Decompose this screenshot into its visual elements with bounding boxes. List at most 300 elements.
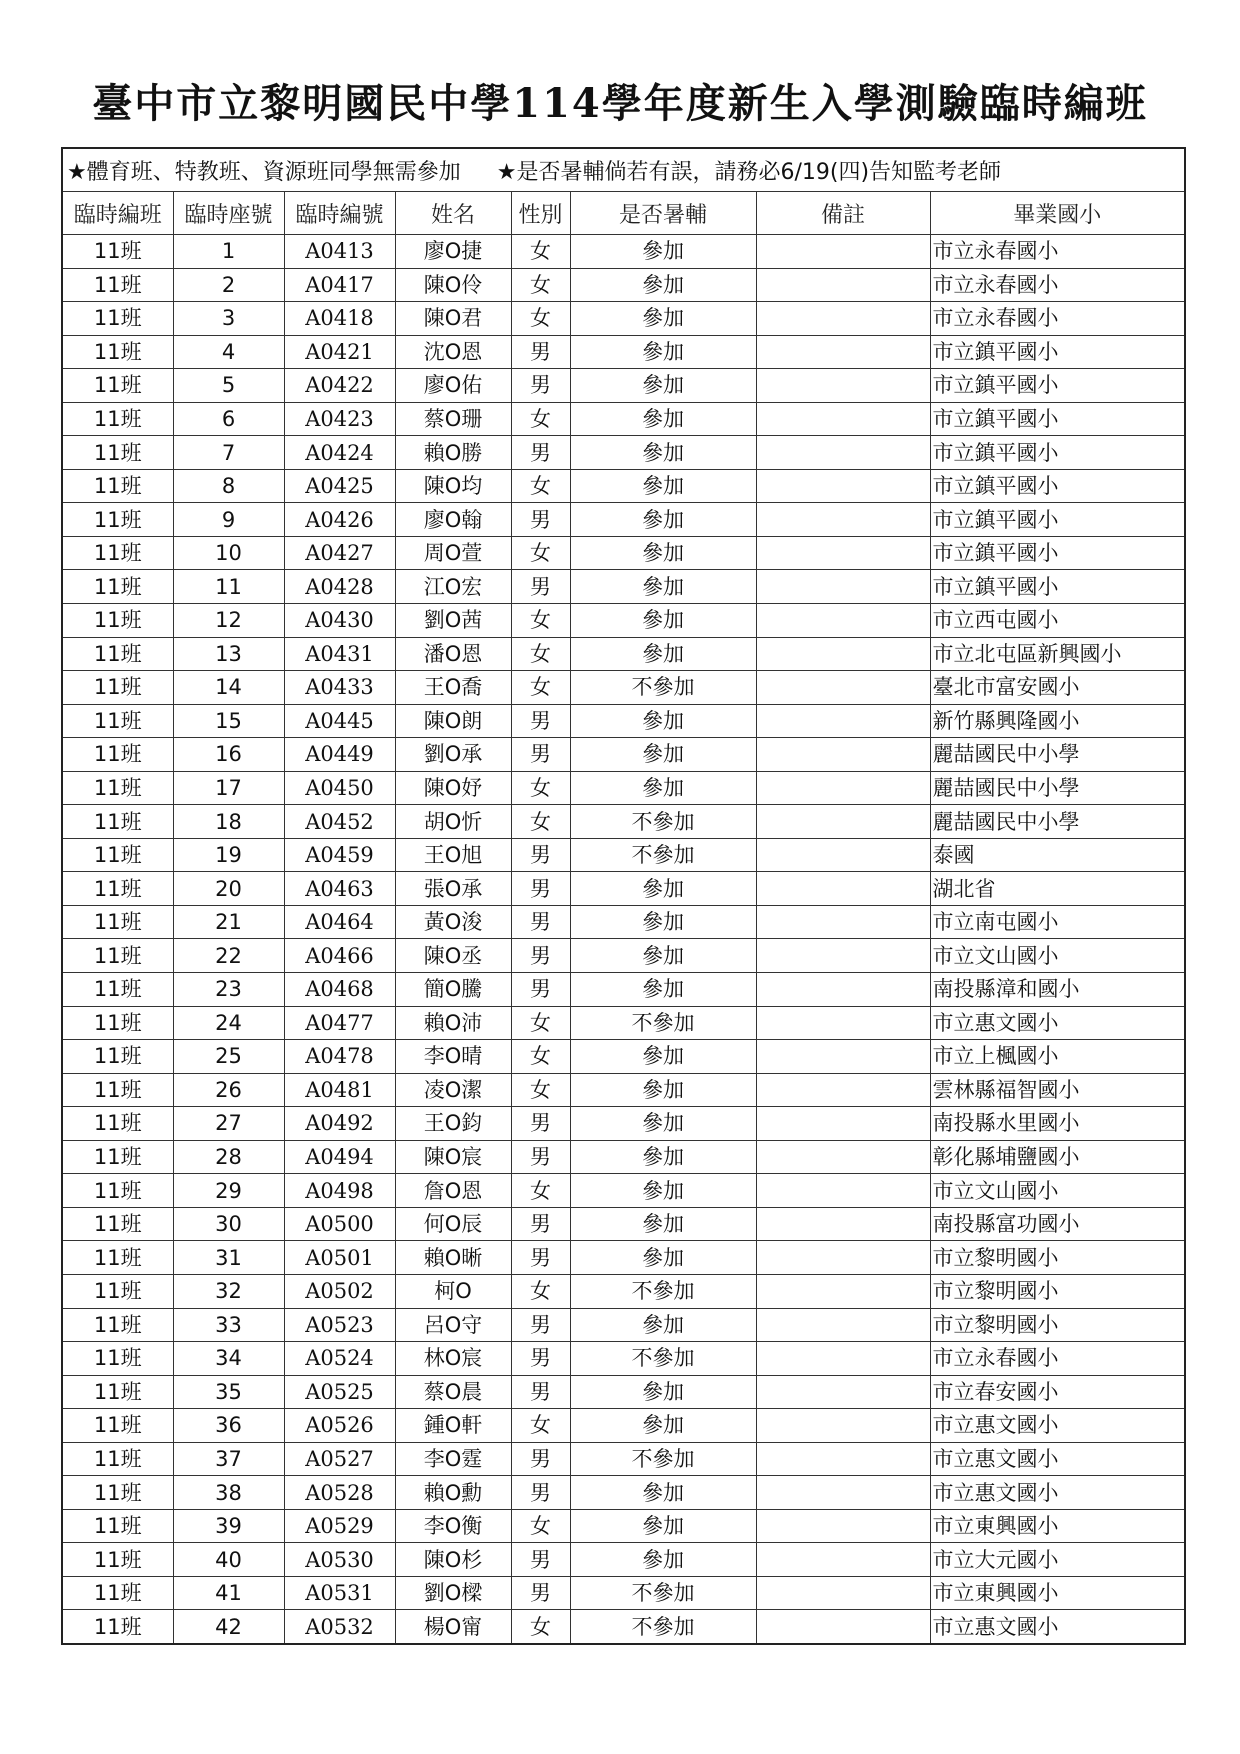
cell-summer: 參加 [570,1375,756,1409]
cell-seat: 20 [173,872,284,906]
cell-notes [756,838,930,872]
cell-code: A0502 [284,1274,395,1308]
cell-gender: 女 [511,402,570,436]
cell-summer: 參加 [570,939,756,973]
cell-seat: 40 [173,1543,284,1577]
cell-summer: 參加 [570,570,756,604]
cell-name: 胡O忻 [395,805,511,839]
cell-summer: 參加 [570,1207,756,1241]
cell-summer: 參加 [570,637,756,671]
cell-school: 市立文山國小 [930,939,1185,973]
cell-name: 陳O宸 [395,1140,511,1174]
class-roster-table [61,147,1186,1645]
cell-class: 11班 [62,939,173,973]
cell-seat: 2 [173,268,284,302]
cell-gender: 男 [511,1241,570,1275]
column-header-code: 臨時編號 [284,192,395,235]
notice-cell [62,148,1185,192]
cell-seat: 41 [173,1576,284,1610]
cell-name: 潘O恩 [395,637,511,671]
cell-class: 11班 [62,436,173,470]
table-row [62,570,1185,604]
cell-summer: 參加 [570,1174,756,1208]
cell-name: 李O霆 [395,1442,511,1476]
cell-code: A0527 [284,1442,395,1476]
cell-notes [756,671,930,705]
table-row [62,838,1185,872]
cell-seat: 25 [173,1040,284,1074]
cell-school: 市立大元國小 [930,1543,1185,1577]
cell-school: 市立惠文國小 [930,1610,1185,1644]
column-header-name: 姓名 [395,192,511,235]
cell-school: 南投縣漳和國小 [930,973,1185,1007]
cell-gender: 女 [511,235,570,269]
cell-name: 廖O捷 [395,235,511,269]
cell-gender: 女 [511,604,570,638]
cell-notes [756,872,930,906]
table-row [62,1073,1185,1107]
cell-seat: 33 [173,1308,284,1342]
cell-school: 市立鎮平國小 [930,402,1185,436]
cell-code: A0449 [284,738,395,772]
cell-gender: 女 [511,771,570,805]
cell-seat: 32 [173,1274,284,1308]
cell-school: 臺北市富安國小 [930,671,1185,705]
cell-school: 市立惠文國小 [930,1442,1185,1476]
cell-summer: 參加 [570,268,756,302]
cell-class: 11班 [62,1543,173,1577]
cell-class: 11班 [62,1140,173,1174]
cell-notes [756,503,930,537]
cell-summer: 不參加 [570,1342,756,1376]
cell-name: 何O辰 [395,1207,511,1241]
cell-code: A0526 [284,1409,395,1443]
cell-name: 沈O恩 [395,335,511,369]
cell-name: 王O旭 [395,838,511,872]
cell-gender: 男 [511,1207,570,1241]
column-header-seat: 臨時座號 [173,192,284,235]
cell-class: 11班 [62,1610,173,1644]
cell-class: 11班 [62,838,173,872]
cell-school: 市立永春國小 [930,302,1185,336]
cell-name: 賴O勝 [395,436,511,470]
cell-notes [756,570,930,604]
cell-notes [756,402,930,436]
cell-seat: 42 [173,1610,284,1644]
cell-class: 11班 [62,1107,173,1141]
cell-gender: 男 [511,436,570,470]
table-row [62,536,1185,570]
cell-notes [756,1342,930,1376]
table-row [62,973,1185,1007]
cell-school: 麗喆國民中小學 [930,738,1185,772]
cell-seat: 37 [173,1442,284,1476]
cell-name: 李O衡 [395,1509,511,1543]
cell-name: 劉O樑 [395,1576,511,1610]
cell-class: 11班 [62,637,173,671]
cell-school: 市立黎明國小 [930,1241,1185,1275]
cell-summer: 不參加 [570,1006,756,1040]
cell-school: 麗喆國民中小學 [930,771,1185,805]
cell-school: 市立春安國小 [930,1375,1185,1409]
cell-class: 11班 [62,771,173,805]
cell-seat: 11 [173,570,284,604]
cell-seat: 26 [173,1073,284,1107]
cell-seat: 16 [173,738,284,772]
cell-school: 市立鎮平國小 [930,469,1185,503]
table-row [62,939,1185,973]
cell-code: A0529 [284,1509,395,1543]
cell-gender: 女 [511,637,570,671]
table-row [62,1610,1185,1644]
table-row [62,235,1185,269]
cell-notes [756,536,930,570]
cell-code: A0417 [284,268,395,302]
cell-gender: 男 [511,905,570,939]
cell-code: A0430 [284,604,395,638]
cell-class: 11班 [62,369,173,403]
table-row [62,637,1185,671]
cell-seat: 8 [173,469,284,503]
cell-name: 廖O佑 [395,369,511,403]
cell-code: A0413 [284,235,395,269]
cell-gender: 男 [511,503,570,537]
cell-class: 11班 [62,872,173,906]
cell-name: 簡O騰 [395,973,511,1007]
page-title: 臺中市立黎明國民中學114學年度新生入學測驗臨時編班 [92,80,1148,127]
cell-gender: 男 [511,872,570,906]
cell-summer: 不參加 [570,805,756,839]
cell-name: 李O晴 [395,1040,511,1074]
cell-school: 市立惠文國小 [930,1476,1185,1510]
cell-summer: 參加 [570,1241,756,1275]
cell-name: 陳O君 [395,302,511,336]
cell-class: 11班 [62,1274,173,1308]
cell-seat: 38 [173,1476,284,1510]
table-row [62,1274,1185,1308]
cell-summer: 參加 [570,905,756,939]
cell-seat: 30 [173,1207,284,1241]
table-row [62,704,1185,738]
cell-summer: 參加 [570,1543,756,1577]
cell-notes [756,1040,930,1074]
cell-code: A0494 [284,1140,395,1174]
cell-summer: 參加 [570,1107,756,1141]
cell-summer: 參加 [570,335,756,369]
cell-notes [756,1409,930,1443]
cell-class: 11班 [62,1375,173,1409]
cell-code: A0524 [284,1342,395,1376]
cell-name: 賴O晰 [395,1241,511,1275]
notice-exemption: ★體育班、特教班、資源班同學無需參加 [67,159,461,185]
table-row [62,604,1185,638]
cell-notes [756,1576,930,1610]
cell-gender: 男 [511,838,570,872]
cell-class: 11班 [62,1174,173,1208]
cell-notes [756,939,930,973]
cell-seat: 14 [173,671,284,705]
cell-gender: 男 [511,1107,570,1141]
cell-school: 市立南屯國小 [930,905,1185,939]
cell-class: 11班 [62,268,173,302]
table-row [62,1576,1185,1610]
cell-school: 市立惠文國小 [930,1006,1185,1040]
cell-name: 賴O沛 [395,1006,511,1040]
cell-class: 11班 [62,503,173,537]
cell-school: 南投縣水里國小 [930,1107,1185,1141]
cell-notes [756,738,930,772]
cell-name: 詹O恩 [395,1174,511,1208]
cell-summer: 參加 [570,1040,756,1074]
table-row [62,1308,1185,1342]
cell-gender: 男 [511,570,570,604]
cell-seat: 18 [173,805,284,839]
cell-gender: 女 [511,1509,570,1543]
table-row [62,268,1185,302]
cell-code: A0531 [284,1576,395,1610]
column-header-row [62,192,1185,235]
cell-gender: 女 [511,671,570,705]
cell-school: 市立鎮平國小 [930,436,1185,470]
cell-notes [756,1107,930,1141]
column-header-school: 畢業國小 [930,192,1185,235]
cell-gender: 男 [511,1308,570,1342]
cell-notes [756,1073,930,1107]
cell-notes [756,1476,930,1510]
cell-seat: 13 [173,637,284,671]
cell-notes [756,235,930,269]
cell-summer: 參加 [570,738,756,772]
cell-code: A0427 [284,536,395,570]
cell-class: 11班 [62,805,173,839]
cell-seat: 17 [173,771,284,805]
cell-name: 鍾O軒 [395,1409,511,1443]
cell-notes [756,1308,930,1342]
cell-gender: 女 [511,1274,570,1308]
table-row [62,771,1185,805]
cell-name: 蔡O晨 [395,1375,511,1409]
cell-class: 11班 [62,1509,173,1543]
table-row [62,469,1185,503]
cell-code: A0452 [284,805,395,839]
cell-gender: 男 [511,704,570,738]
table-row [62,1442,1185,1476]
cell-name: 凌O潔 [395,1073,511,1107]
table-row [62,1375,1185,1409]
cell-school: 市立東興國小 [930,1576,1185,1610]
cell-notes [756,1207,930,1241]
cell-seat: 24 [173,1006,284,1040]
cell-notes [756,1375,930,1409]
cell-notes [756,302,930,336]
cell-school: 彰化縣埔鹽國小 [930,1140,1185,1174]
cell-class: 11班 [62,604,173,638]
cell-summer: 參加 [570,704,756,738]
cell-class: 11班 [62,1576,173,1610]
cell-class: 11班 [62,1040,173,1074]
cell-class: 11班 [62,1241,173,1275]
table-row [62,738,1185,772]
cell-school: 市立鎮平國小 [930,536,1185,570]
cell-seat: 29 [173,1174,284,1208]
cell-gender: 女 [511,1073,570,1107]
cell-gender: 女 [511,1006,570,1040]
cell-class: 11班 [62,671,173,705]
cell-code: A0426 [284,503,395,537]
cell-school: 湖北省 [930,872,1185,906]
cell-seat: 28 [173,1140,284,1174]
cell-notes [756,1006,930,1040]
cell-code: A0492 [284,1107,395,1141]
cell-code: A0528 [284,1476,395,1510]
cell-school: 市立上楓國小 [930,1040,1185,1074]
cell-code: A0421 [284,335,395,369]
cell-seat: 6 [173,402,284,436]
cell-code: A0424 [284,436,395,470]
cell-notes [756,1174,930,1208]
cell-seat: 9 [173,503,284,537]
cell-summer: 不參加 [570,1610,756,1644]
cell-summer: 不參加 [570,671,756,705]
cell-class: 11班 [62,1342,173,1376]
table-row [62,369,1185,403]
cell-summer: 不參加 [570,1442,756,1476]
cell-school: 市立永春國小 [930,235,1185,269]
cell-school: 市立惠文國小 [930,1409,1185,1443]
cell-name: 陳O杉 [395,1543,511,1577]
cell-class: 11班 [62,469,173,503]
cell-name: 陳O均 [395,469,511,503]
cell-seat: 21 [173,905,284,939]
cell-summer: 參加 [570,1140,756,1174]
cell-code: A0459 [284,838,395,872]
cell-notes [756,905,930,939]
cell-name: 廖O翰 [395,503,511,537]
cell-gender: 男 [511,1476,570,1510]
cell-seat: 36 [173,1409,284,1443]
cell-school: 南投縣富功國小 [930,1207,1185,1241]
table-row [62,1040,1185,1074]
cell-summer: 參加 [570,469,756,503]
cell-code: A0481 [284,1073,395,1107]
cell-summer: 參加 [570,771,756,805]
cell-gender: 女 [511,302,570,336]
cell-name: 陳O伶 [395,268,511,302]
cell-notes [756,1140,930,1174]
cell-gender: 女 [511,1610,570,1644]
cell-gender: 男 [511,1140,570,1174]
cell-code: A0445 [284,704,395,738]
cell-seat: 10 [173,536,284,570]
cell-gender: 男 [511,973,570,1007]
cell-name: 楊O甯 [395,1610,511,1644]
cell-code: A0530 [284,1543,395,1577]
cell-summer: 不參加 [570,838,756,872]
cell-notes [756,637,930,671]
cell-seat: 1 [173,235,284,269]
cell-name: 劉O茜 [395,604,511,638]
table-row [62,671,1185,705]
cell-summer: 不參加 [570,1576,756,1610]
cell-name: 陳O妤 [395,771,511,805]
cell-code: A0418 [284,302,395,336]
cell-code: A0423 [284,402,395,436]
cell-code: A0478 [284,1040,395,1074]
column-header-summer: 是否暑輔 [570,192,756,235]
table-row [62,1342,1185,1376]
column-header-gender: 性別 [511,192,570,235]
table-row [62,1006,1185,1040]
cell-code: A0525 [284,1375,395,1409]
cell-name: 林O宸 [395,1342,511,1376]
cell-school: 市立西屯國小 [930,604,1185,638]
cell-name: 賴O勳 [395,1476,511,1510]
cell-name: 蔡O珊 [395,402,511,436]
table-row [62,1241,1185,1275]
cell-gender: 男 [511,369,570,403]
cell-gender: 女 [511,1174,570,1208]
cell-name: 陳O丞 [395,939,511,973]
cell-seat: 12 [173,604,284,638]
column-header-class: 臨時編班 [62,192,173,235]
cell-seat: 35 [173,1375,284,1409]
cell-class: 11班 [62,905,173,939]
cell-school: 市立北屯區新興國小 [930,637,1185,671]
cell-seat: 7 [173,436,284,470]
cell-notes [756,335,930,369]
cell-class: 11班 [62,1006,173,1040]
cell-class: 11班 [62,1409,173,1443]
cell-school: 市立永春國小 [930,268,1185,302]
cell-seat: 19 [173,838,284,872]
cell-name: 呂O守 [395,1308,511,1342]
cell-seat: 31 [173,1241,284,1275]
cell-code: A0433 [284,671,395,705]
cell-summer: 參加 [570,1476,756,1510]
cell-class: 11班 [62,704,173,738]
cell-class: 11班 [62,536,173,570]
cell-summer: 參加 [570,302,756,336]
table-row [62,1140,1185,1174]
table-row [62,503,1185,537]
table-row [62,335,1185,369]
cell-seat: 4 [173,335,284,369]
cell-code: A0523 [284,1308,395,1342]
cell-summer: 參加 [570,402,756,436]
table-row [62,1174,1185,1208]
cell-name: 王O喬 [395,671,511,705]
cell-summer: 參加 [570,872,756,906]
cell-summer: 參加 [570,1073,756,1107]
cell-summer: 參加 [570,436,756,470]
cell-school: 市立黎明國小 [930,1308,1185,1342]
cell-summer: 參加 [570,235,756,269]
cell-gender: 男 [511,1576,570,1610]
table-row [62,436,1185,470]
table-row [62,1409,1185,1443]
cell-gender: 女 [511,1040,570,1074]
column-header-notes: 備註 [756,192,930,235]
cell-school: 市立黎明國小 [930,1274,1185,1308]
cell-school: 新竹縣興隆國小 [930,704,1185,738]
table-row [62,1207,1185,1241]
notice-summer-check: ★是否暑輔倘若有誤，請務必6/19(四)告知監考老師 [496,159,1002,185]
cell-notes [756,771,930,805]
cell-gender: 女 [511,268,570,302]
notice-row [62,148,1185,192]
cell-gender: 女 [511,805,570,839]
cell-name: 陳O朗 [395,704,511,738]
